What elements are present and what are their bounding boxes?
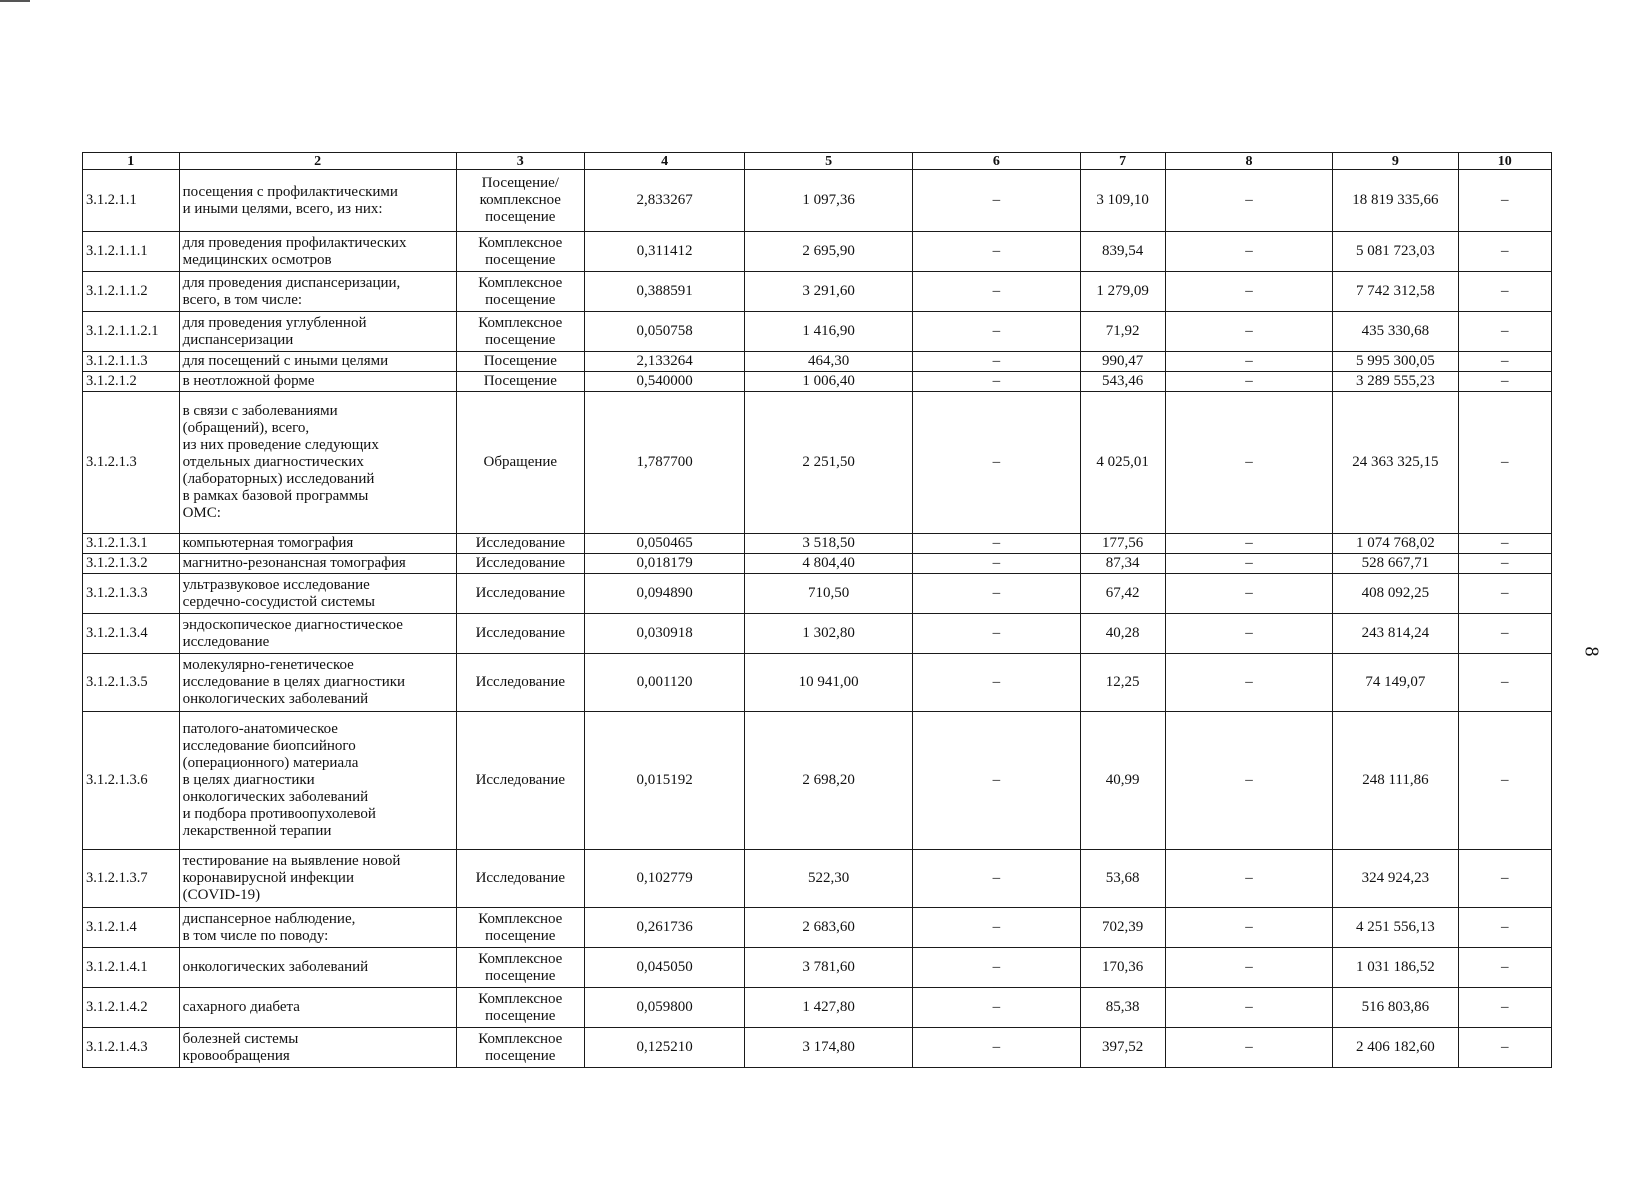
row-c6: –: [912, 534, 1080, 554]
row-c4: 2,133264: [585, 352, 745, 372]
row-c9: 5 081 723,03: [1333, 232, 1458, 272]
row-unit: Комплексное посещение: [456, 312, 584, 352]
row-code: 3.1.2.1.3.1: [83, 534, 180, 554]
row-c8: –: [1165, 392, 1333, 534]
table-row: [83, 850, 1552, 908]
row-c5: 710,50: [745, 574, 913, 614]
row-name: компьютерная томография: [179, 534, 456, 554]
row-unit: Посещение: [456, 352, 584, 372]
row-c5: 3 174,80: [745, 1028, 913, 1068]
table-row: [83, 614, 1552, 654]
table-row: [83, 272, 1552, 312]
row-code: 3.1.2.1.3.2: [83, 554, 180, 574]
row-c10: –: [1458, 392, 1551, 534]
row-name: для проведения профилактических медицинских осмотров: [179, 232, 456, 272]
page-number: 8: [1580, 646, 1603, 657]
row-name: эндоскопическое диагностическое исследование: [179, 614, 456, 654]
row-c6: –: [912, 988, 1080, 1028]
table-row: [83, 312, 1552, 352]
row-c7: 12,25: [1080, 654, 1165, 712]
row-c9: 7 742 312,58: [1333, 272, 1458, 312]
row-c6: –: [912, 908, 1080, 948]
row-name: тестирование на выявление новой коронавирусной инфекции (COVID-19): [179, 850, 456, 908]
row-c7: 40,99: [1080, 712, 1165, 850]
table-row: [83, 574, 1552, 614]
row-c10: –: [1458, 534, 1551, 554]
row-c6: –: [912, 654, 1080, 712]
row-c4: 0,102779: [585, 850, 745, 908]
row-c5: 522,30: [745, 850, 913, 908]
row-code: 3.1.2.1.4.3: [83, 1028, 180, 1068]
row-c10: –: [1458, 372, 1551, 392]
row-c4: 0,015192: [585, 712, 745, 850]
row-c8: –: [1165, 534, 1333, 554]
col-header: 1: [83, 153, 180, 170]
row-code: 3.1.2.1.4.2: [83, 988, 180, 1028]
row-c6: –: [912, 312, 1080, 352]
row-c6: –: [912, 170, 1080, 232]
row-name: онкологических заболеваний: [179, 948, 456, 988]
row-code: 3.1.2.1.1.2.1: [83, 312, 180, 352]
row-code: 3.1.2.1.4.1: [83, 948, 180, 988]
row-c9: 3 289 555,23: [1333, 372, 1458, 392]
row-c7: 67,42: [1080, 574, 1165, 614]
table-row: [83, 352, 1552, 372]
row-c6: –: [912, 392, 1080, 534]
row-unit: Исследование: [456, 654, 584, 712]
row-c4: 0,018179: [585, 554, 745, 574]
row-unit: Исследование: [456, 712, 584, 850]
row-c9: 516 803,86: [1333, 988, 1458, 1028]
row-c10: –: [1458, 272, 1551, 312]
row-c5: 2 683,60: [745, 908, 913, 948]
table-row: [83, 654, 1552, 712]
row-c10: –: [1458, 654, 1551, 712]
row-c5: 3 291,60: [745, 272, 913, 312]
row-c8: –: [1165, 614, 1333, 654]
row-unit: Исследование: [456, 614, 584, 654]
row-name: ультразвуковое исследование сердечно-сосудистой системы: [179, 574, 456, 614]
row-c6: –: [912, 372, 1080, 392]
header-row: [83, 153, 1552, 170]
row-c6: –: [912, 850, 1080, 908]
row-code: 3.1.2.1.2: [83, 372, 180, 392]
row-c7: 71,92: [1080, 312, 1165, 352]
row-code: 3.1.2.1.3.5: [83, 654, 180, 712]
row-c8: –: [1165, 554, 1333, 574]
row-c7: 40,28: [1080, 614, 1165, 654]
row-c7: 990,47: [1080, 352, 1165, 372]
row-c5: 3 518,50: [745, 534, 913, 554]
row-name: сахарного диабета: [179, 988, 456, 1028]
row-c9: 408 092,25: [1333, 574, 1458, 614]
row-c4: 0,050758: [585, 312, 745, 352]
row-unit: Исследование: [456, 534, 584, 554]
row-c9: 5 995 300,05: [1333, 352, 1458, 372]
row-name: посещения с профилактическими и иными целями, всего, из них:: [179, 170, 456, 232]
row-c5: 2 695,90: [745, 232, 913, 272]
row-code: 3.1.2.1.3.7: [83, 850, 180, 908]
col-header: 4: [585, 153, 745, 170]
row-code: 3.1.2.1.1: [83, 170, 180, 232]
row-c8: –: [1165, 654, 1333, 712]
row-c6: –: [912, 1028, 1080, 1068]
row-c10: –: [1458, 988, 1551, 1028]
row-c9: 528 667,71: [1333, 554, 1458, 574]
row-c8: –: [1165, 908, 1333, 948]
row-c6: –: [912, 232, 1080, 272]
row-c4: 0,001120: [585, 654, 745, 712]
row-name: патолого-анатомическое исследование биопсийного (операционного) материала в целях диагностики онкологических заболеваний и подбора противоопухолевой лекарственной терапии: [179, 712, 456, 850]
row-c9: 1 074 768,02: [1333, 534, 1458, 554]
row-c8: –: [1165, 712, 1333, 850]
row-c7: 397,52: [1080, 1028, 1165, 1068]
row-c6: –: [912, 574, 1080, 614]
row-c4: 0,388591: [585, 272, 745, 312]
row-c9: 324 924,23: [1333, 850, 1458, 908]
scan-edge-mark: [0, 0, 30, 2]
row-c5: 1 302,80: [745, 614, 913, 654]
row-c10: –: [1458, 574, 1551, 614]
row-c6: –: [912, 614, 1080, 654]
row-c4: 0,059800: [585, 988, 745, 1028]
row-unit: Комплексное посещение: [456, 1028, 584, 1068]
row-c10: –: [1458, 232, 1551, 272]
row-c4: 0,311412: [585, 232, 745, 272]
row-name: болезней системы кровообращения: [179, 1028, 456, 1068]
table-row: [83, 372, 1552, 392]
row-c6: –: [912, 352, 1080, 372]
tariff-table: [82, 152, 1552, 1068]
table-row: [83, 712, 1552, 850]
row-c5: 10 941,00: [745, 654, 913, 712]
row-code: 3.1.2.1.3: [83, 392, 180, 534]
row-unit: Посещение/ комплексное посещение: [456, 170, 584, 232]
row-c5: 2 251,50: [745, 392, 913, 534]
row-c4: 0,540000: [585, 372, 745, 392]
row-name: для проведения углубленной диспансеризации: [179, 312, 456, 352]
row-name: в связи с заболеваниями (обращений), всего, из них проведение следующих отдельных диагностических (лабораторных) исследований в рамках базовой программы ОМС:: [179, 392, 456, 534]
row-name: в неотложной форме: [179, 372, 456, 392]
row-c5: 1 416,90: [745, 312, 913, 352]
row-c9: 18 819 335,66: [1333, 170, 1458, 232]
row-c4: 0,094890: [585, 574, 745, 614]
row-unit: Комплексное посещение: [456, 272, 584, 312]
row-name: диспансерное наблюдение, в том числе по поводу:: [179, 908, 456, 948]
col-header: 5: [745, 153, 913, 170]
row-c5: 4 804,40: [745, 554, 913, 574]
col-header: 10: [1458, 153, 1551, 170]
row-unit: Исследование: [456, 850, 584, 908]
row-c7: 839,54: [1080, 232, 1165, 272]
row-c7: 170,36: [1080, 948, 1165, 988]
row-c8: –: [1165, 574, 1333, 614]
row-c5: 3 781,60: [745, 948, 913, 988]
row-c7: 1 279,09: [1080, 272, 1165, 312]
row-c10: –: [1458, 850, 1551, 908]
row-c4: 0,045050: [585, 948, 745, 988]
row-c8: –: [1165, 272, 1333, 312]
row-c10: –: [1458, 312, 1551, 352]
table-row: [83, 948, 1552, 988]
col-header: 6: [912, 153, 1080, 170]
row-c8: –: [1165, 312, 1333, 352]
row-c7: 87,34: [1080, 554, 1165, 574]
row-c10: –: [1458, 712, 1551, 850]
table-row: [83, 988, 1552, 1028]
row-unit: Комплексное посещение: [456, 908, 584, 948]
row-c9: 248 111,86: [1333, 712, 1458, 850]
row-c6: –: [912, 272, 1080, 312]
col-header: 2: [179, 153, 456, 170]
col-header: 8: [1165, 153, 1333, 170]
row-c7: 702,39: [1080, 908, 1165, 948]
col-header: 7: [1080, 153, 1165, 170]
row-c10: –: [1458, 948, 1551, 988]
row-c7: 85,38: [1080, 988, 1165, 1028]
row-c5: 2 698,20: [745, 712, 913, 850]
row-unit: Исследование: [456, 554, 584, 574]
row-c7: 177,56: [1080, 534, 1165, 554]
row-c4: 0,125210: [585, 1028, 745, 1068]
col-header: 9: [1333, 153, 1458, 170]
row-c7: 3 109,10: [1080, 170, 1165, 232]
row-unit: Комплексное посещение: [456, 232, 584, 272]
row-c4: 0,030918: [585, 614, 745, 654]
col-header: 3: [456, 153, 584, 170]
row-code: 3.1.2.1.3.6: [83, 712, 180, 850]
row-code: 3.1.2.1.1.3: [83, 352, 180, 372]
table-row: [83, 908, 1552, 948]
row-code: 3.1.2.1.3.4: [83, 614, 180, 654]
row-c7: 4 025,01: [1080, 392, 1165, 534]
row-c7: 53,68: [1080, 850, 1165, 908]
row-unit: Комплексное посещение: [456, 948, 584, 988]
row-c5: 1 006,40: [745, 372, 913, 392]
row-c10: –: [1458, 170, 1551, 232]
row-c8: –: [1165, 850, 1333, 908]
row-c10: –: [1458, 554, 1551, 574]
table-row: [83, 1028, 1552, 1068]
row-c7: 543,46: [1080, 372, 1165, 392]
row-c9: 2 406 182,60: [1333, 1028, 1458, 1068]
row-c9: 24 363 325,15: [1333, 392, 1458, 534]
row-c10: –: [1458, 614, 1551, 654]
row-code: 3.1.2.1.1.1: [83, 232, 180, 272]
row-c4: 2,833267: [585, 170, 745, 232]
row-c9: 243 814,24: [1333, 614, 1458, 654]
row-c9: 1 031 186,52: [1333, 948, 1458, 988]
row-c8: –: [1165, 1028, 1333, 1068]
row-c5: 464,30: [745, 352, 913, 372]
table-row: [83, 534, 1552, 554]
row-c9: 74 149,07: [1333, 654, 1458, 712]
table-row: [83, 232, 1552, 272]
row-c4: 0,261736: [585, 908, 745, 948]
row-name: для посещений с иными целями: [179, 352, 456, 372]
row-c5: 1 097,36: [745, 170, 913, 232]
row-unit: Комплексное посещение: [456, 988, 584, 1028]
table-body: [83, 170, 1552, 1068]
row-c8: –: [1165, 232, 1333, 272]
row-c8: –: [1165, 988, 1333, 1028]
row-unit: Исследование: [456, 574, 584, 614]
row-c5: 1 427,80: [745, 988, 913, 1028]
row-name: для проведения диспансеризации, всего, в том числе:: [179, 272, 456, 312]
row-c10: –: [1458, 1028, 1551, 1068]
table-row: [83, 392, 1552, 534]
table-row: [83, 554, 1552, 574]
table-row: [83, 170, 1552, 232]
row-c8: –: [1165, 372, 1333, 392]
row-c6: –: [912, 948, 1080, 988]
row-c6: –: [912, 554, 1080, 574]
row-name: молекулярно-генетическое исследование в целях диагностики онкологических заболеваний: [179, 654, 456, 712]
row-c9: 435 330,68: [1333, 312, 1458, 352]
row-c10: –: [1458, 908, 1551, 948]
row-unit: Обращение: [456, 392, 584, 534]
row-code: 3.1.2.1.3.3: [83, 574, 180, 614]
row-code: 3.1.2.1.4: [83, 908, 180, 948]
row-c8: –: [1165, 170, 1333, 232]
row-c9: 4 251 556,13: [1333, 908, 1458, 948]
row-name: магнитно-резонансная томография: [179, 554, 456, 574]
row-c10: –: [1458, 352, 1551, 372]
row-c4: 1,787700: [585, 392, 745, 534]
row-unit: Посещение: [456, 372, 584, 392]
row-c6: –: [912, 712, 1080, 850]
row-c8: –: [1165, 352, 1333, 372]
row-c8: –: [1165, 948, 1333, 988]
row-c4: 0,050465: [585, 534, 745, 554]
row-code: 3.1.2.1.1.2: [83, 272, 180, 312]
